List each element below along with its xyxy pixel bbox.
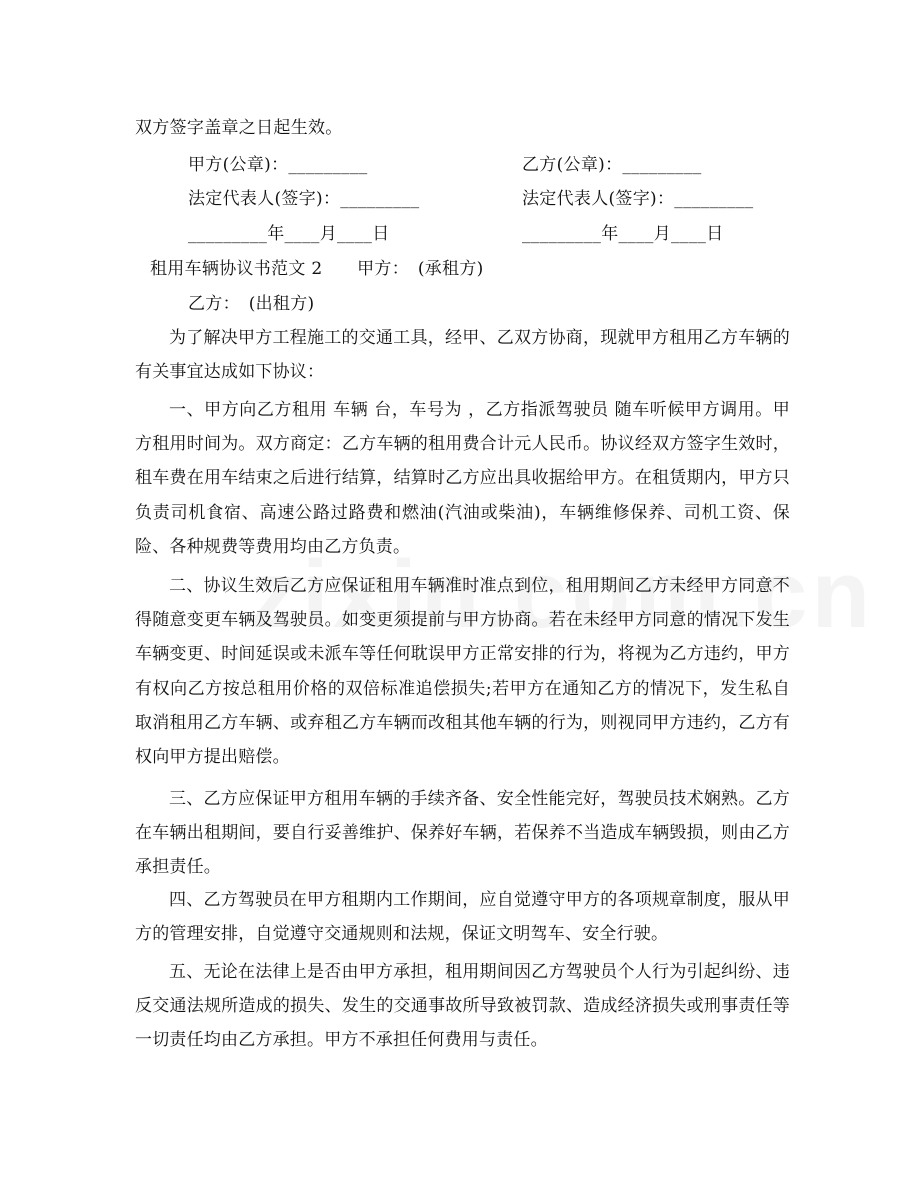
party-a-seal: 甲方(公章)：_________: [188, 155, 368, 175]
party-b-representative: 法定代表人(签字)：_________: [522, 189, 754, 209]
party-b-seal: 乙方(公章)：_________: [522, 155, 702, 175]
party-b-date: _________年____月____日: [522, 224, 724, 244]
party-b-line: 乙方： (出租方): [188, 294, 315, 314]
intro-tail: 双方签字盖章之日起生效。: [135, 118, 343, 138]
party-a-date: _________年____月____日: [188, 224, 390, 244]
clause-3: 三、乙方应保证甲方租用车辆的手续齐备、安全性能完好，驾驶员技术娴熟。乙方在车辆出租期间，要自行妥善维护、保养好车辆，若保养不当造成车辆毁损，则由乙方承担责任。: [135, 789, 790, 878]
clause-5: 五、无论在法律上是否由甲方承担，租用期间因乙方驾驶员个人行为引起纠纷、违反交通法规所造成的损失、发生的交通事故所导致被罚款、造成经济损失或刑事责任等一切责任均由乙方承担。甲方不承担任何费用与责任。: [135, 962, 790, 1051]
clause-4: 四、乙方驾驶员在甲方租期内工作期间，应自觉遵守甲方的各项规章制度，服从甲方的管理安排，自觉遵守交通规则和法规，保证文明驾车、安全行驶。: [135, 890, 790, 945]
clause-1: 一、甲方向乙方租用 车辆 台，车号为 ，乙方指派驾驶员 随车听候甲方调用。甲方租用时间为。双方商定：乙方车辆的租用费合计元人民币。协议经双方签字生效时，租车费在用车结束之后进行结算，结算时乙方应出具收据给甲方。在租赁期内，甲方只负责司机食宿、高速公路过路费和燃油(汽油或柴油)，车辆维修保养、司机工资、保险、各种规费等费用均由乙方负责。: [135, 400, 790, 557]
party-a-representative: 法定代表人(签字)：_________: [188, 189, 420, 209]
clause-2: 二、协议生效后乙方应保证租用车辆准时准点到位，租用期间乙方未经甲方同意不得随意变更车辆及驾驶员。如变更须提前与甲方协商。若在未经甲方同意的情况下发生车辆变更、时间延误或未派车等任何耽误甲方正常安排的行为，将视为乙方违约，甲方有权向乙方按总租用价格的双倍标准追偿损失;若甲方在通知乙方的情况下，发生私自取消租用乙方车辆、或弃租乙方车辆而改租其他车辆的行为，则视同甲方违约，乙方有权向甲方提出赔偿。: [135, 576, 790, 768]
sample2-heading: 租用车辆协议书范文 2 甲方： (承租方): [150, 259, 484, 279]
preamble-paragraph: 为了解决甲方工程施工的交通工具，经甲、乙双方协商，现就甲方租用乙方车辆的有关事宜达成如下协议：: [135, 328, 790, 383]
